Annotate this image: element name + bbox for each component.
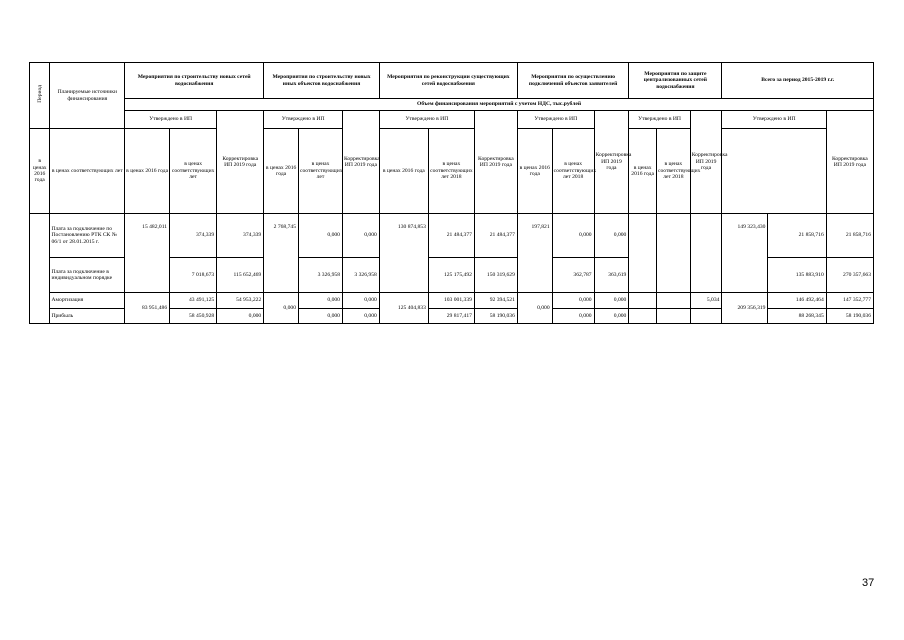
cell-value: 2 768,745 [264,214,299,293]
subheader-price2016-1: в ценах 2016 года [30,129,50,214]
cell-value: 125 404,833 [379,293,428,324]
group-header-4: Мероприятия по осуществлению подключений объектов заявителей [517,63,628,99]
correction-header-4: Корректировка ИП 2019 года [594,111,629,214]
cell-empty [656,214,690,293]
approved-header-4: Утверждено в ИП [517,111,594,129]
cell-value: 0,000 [264,293,299,324]
cell-value: 21 484,377 [474,214,517,258]
cell-value: 103 001,339 [428,293,474,309]
group-header-3: Мероприятия по реконструкции существующих сетей водоснабжения [379,63,517,99]
subheader-current-5: в ценах соответствующих лет 2018 [552,129,594,214]
cell-value: 0,000 [594,293,629,309]
cell-value: 88 268,345 [768,309,826,324]
cell-value: 146 492,464 [768,293,826,309]
table-row [30,293,874,309]
correction-header-2: Корректировка ИП 2019 года [342,111,379,214]
cell-empty [690,309,722,324]
cell-value: 150 319,629 [474,258,517,293]
page-number: 37 [862,577,875,589]
cell-value: 125 175,492 [428,258,474,293]
cell-value: 270 357,663 [826,258,873,293]
cell-value: 54 953,222 [217,293,264,309]
period-cell [30,214,50,324]
cell-value: 83 951,486 [125,293,170,324]
cell-value: 29 817,417 [428,309,474,324]
financing-table [29,62,874,324]
correction-header-1: Корректировка ИП 2019 года [217,111,264,214]
cell-value: 135 883,910 [768,258,826,293]
row-label: Прибыль [50,309,125,324]
cell-value: 0,000 [594,214,629,258]
cell-value: 21 858,716 [768,214,826,258]
group-header-6: Всего за период 2015-2019 г.г. [722,63,874,99]
cell-value: 0,000 [299,293,343,309]
volume-header: Объем финансирования мероприятий с учетом НДС, тыс.рублей [125,99,874,111]
cell-value: 374,339 [170,214,217,258]
cell-value: 115 652,469 [217,258,264,293]
approved-header-1: Утверждено в ИП [125,111,217,129]
subheader-price2016-4: в ценах 2016 года [379,129,428,214]
cell-value: 0,000 [517,293,552,324]
subheader-current-3: в ценах соответствующих лет [299,129,343,214]
row-label: Амортизация [50,293,125,309]
cell-value: 197,821 [517,214,552,293]
group-header-1: Мероприятия по строительству новых сетей водоснабжения [125,63,264,99]
cell-value: 21 858,716 [826,214,873,258]
subheader-current-1: в ценах соответствующих лет [50,129,125,214]
subheader-current-6: в ценах соответствующих лет 2018 [656,129,690,214]
cell-value: 5,034 [690,293,722,309]
cell-value: 58 190,036 [826,309,873,324]
cell-value: 3 326,958 [299,258,343,293]
table-row [30,214,874,258]
cell-value: 0,000 [342,214,379,258]
subheader-row [30,129,874,214]
cell-empty [690,214,722,293]
cell-empty [629,293,657,309]
cell-value: 362,787 [552,258,594,293]
approved-header-5: Утверждено в ИП [629,111,690,129]
cell-value: 209 356,319 [722,293,768,324]
row-label: Плата за подключение по Постановлению РТК СК № 06/1 от 28.01.2015 г. [50,214,125,258]
approved-header-3: Утверждено в ИП [379,111,474,129]
volume-header-row [30,99,874,111]
cell-value: 149 323,430 [722,214,768,293]
cell-value: 0,000 [552,309,594,324]
correction-header-3: Корректировка ИП 2019 года [474,111,517,214]
cell-value: 374,339 [217,214,264,258]
correction-header-5: Корректировка ИП 2019 года [690,111,722,214]
subheader-current-4: в ценах соответствующих лет 2018 [428,129,474,214]
cell-value: 58 450,928 [170,309,217,324]
cell-value: 0,000 [299,214,343,258]
approved-header-row [30,111,874,129]
cell-value: 0,000 [552,293,594,309]
cell-value: 0,000 [342,309,379,324]
group-header-row [30,63,874,99]
cell-value: 3 326,958 [342,258,379,293]
sources-header: Планируемые источники финансирования [50,63,125,129]
cell-value: 7 018,673 [170,258,217,293]
subheader-price2016-6: в ценах 2016 года [629,129,657,214]
cell-value: 21 484,377 [428,214,474,258]
correction-header-6: Корректировка ИП 2019 года [826,111,873,214]
group-header-5: Мероприятия по защите централизованных сетей водоснабжения [629,63,722,99]
row-label: Плата за подключение в индивидуальном порядке [50,258,125,293]
approved-header-2: Утверждено в ИП [264,111,343,129]
approved-header-6: Утверждено в ИП [722,111,826,129]
cell-value: 0,000 [342,293,379,309]
subheader-current-2: в ценах соответствующих лет [170,129,217,214]
cell-empty [656,293,690,309]
subheader-price2016-5: в ценах 2016 года [517,129,552,214]
cell-value: 0,000 [552,214,594,258]
cell-value: 43 491,125 [170,293,217,309]
cell-value: 0,000 [217,309,264,324]
cell-value: 0,000 [299,309,343,324]
cell-empty [656,309,690,324]
cell-value: 58 190,036 [474,309,517,324]
cell-value: 147 352,777 [826,293,873,309]
cell-value: 15 482,011 [125,214,170,293]
cell-value: 363,619 [594,258,629,293]
cell-empty [629,309,657,324]
period-header: Период [30,63,50,129]
subheader-price2016-2: в ценах 2016 года [125,129,170,214]
cell-value: 130 874,853 [379,214,428,293]
cell-value: 92 394,521 [474,293,517,309]
cell-empty [629,214,657,293]
cell-value: 0,000 [594,309,629,324]
group-header-2: Мероприятия по строительству новых иных объектов водоснабжения [264,63,380,99]
subheader-price2016-3: в ценах 2016 года [264,129,299,214]
